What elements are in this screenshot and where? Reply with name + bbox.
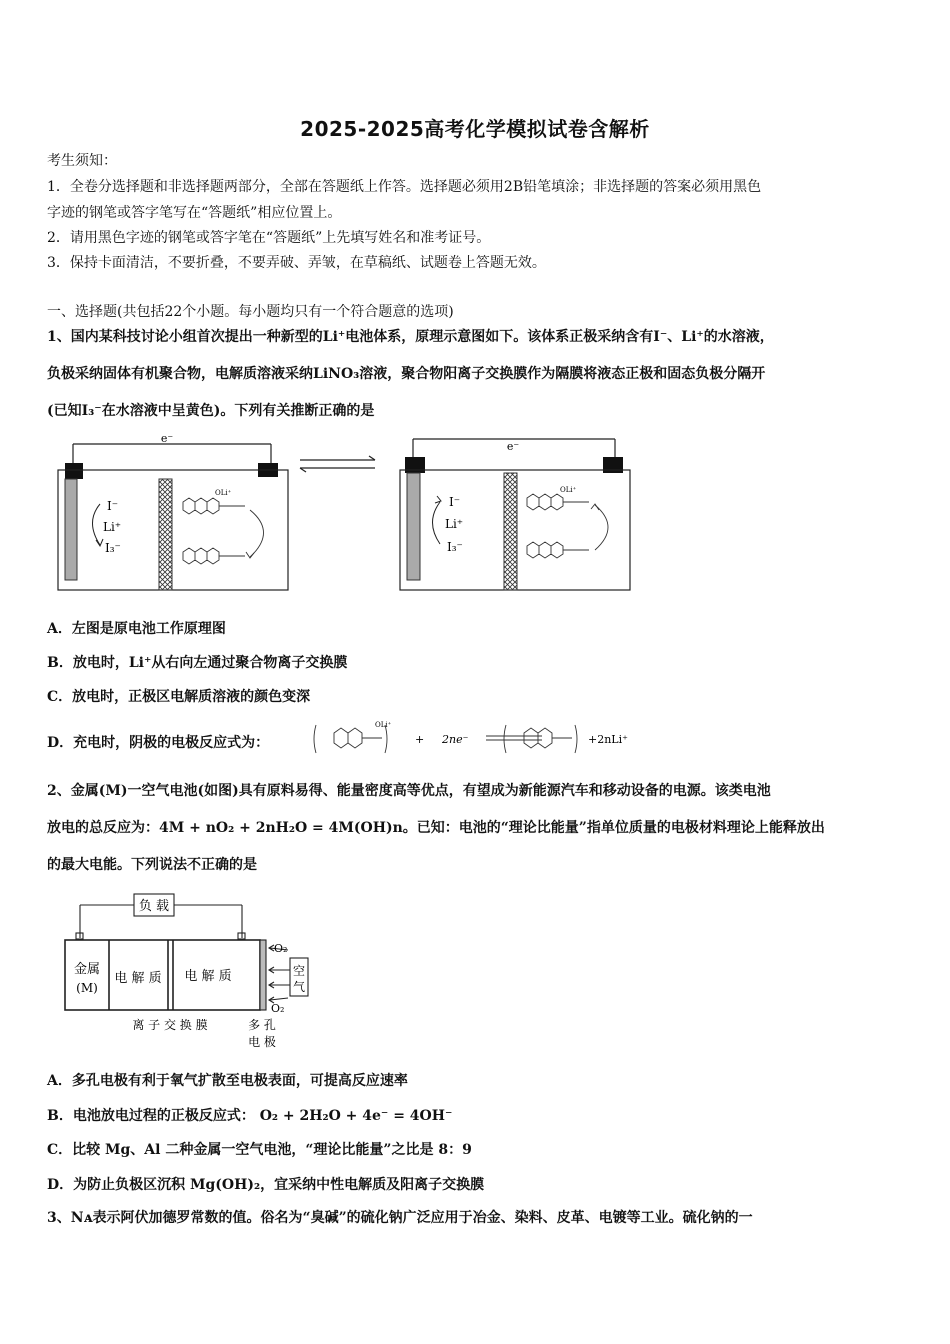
q2-battery-figure [60, 888, 320, 1053]
oli-label: OLi⁺ [375, 721, 392, 729]
ion-label: I⁻ [449, 495, 461, 509]
air-label: 空 [292, 964, 306, 978]
q2-stem-line: 2、金属(M)一空气电池(如图)具有原料易得、能量密度高等优点，有望成为新能源汽车和移动设备的电源。该类电池 [47, 783, 771, 799]
right-cell [400, 439, 630, 590]
electrolyte-label: 电 解 质 [184, 969, 232, 984]
q1-stem-line: 1、国内某科技讨论小组首次提出一种新型的Li⁺电池体系，原理示意图如下。该体系正极采纳含有I⁻、Li⁺的水溶液， [47, 329, 774, 345]
q2-option-b: B．电池放电过程的正极反应式： O₂ + 2H₂O + 4e⁻ = 4OH⁻ [47, 1108, 453, 1124]
ion-label: I₃⁻ [105, 541, 121, 555]
reaction-arrows [300, 456, 375, 472]
notice-heading: 考生须知： [47, 153, 117, 169]
q1-option-a: A．左图是原电池工作原理图 [47, 621, 226, 637]
electron-label: e⁻ [160, 432, 174, 445]
ion-label: Li⁺ [103, 520, 122, 534]
notice-item: 字迹的钢笔或答字笔写在“答题纸”相应位置上。 [47, 205, 342, 221]
oli-label: OLi⁺ [215, 489, 232, 497]
q1-option-c: C．放电时，正极区电解质溶液的颜色变深 [47, 689, 311, 705]
notice-item: 2．请用黑色字迹的钢笔或答字笔在“答题纸”上先填写姓名和准考证号。 [47, 230, 491, 246]
q1-stem-line: (已知I₃⁻在水溶液中呈黄色)。下列有关推断正确的是 [47, 403, 375, 419]
equation-plus: + [415, 733, 425, 746]
oli-label: OLi⁺ [560, 486, 577, 494]
q2-option-c: C．比较 Mg、Al 二种金属一空气电池，“理论比能量”之比是 8：9 [47, 1142, 472, 1158]
q2-stem-line: 的最大电能。下列说法不正确的是 [47, 857, 257, 873]
electron-label: e⁻ [506, 440, 520, 453]
notice-item: 1．全卷分选择题和非选择题两部分，全部在答题纸上作答。选择题必须用2B铅笔填涂；非选择题的答案必须用黑色 [47, 179, 762, 195]
q2-option-a: A．多孔电极有利于氧气扩散至电极表面，可提高反应速率 [47, 1073, 408, 1089]
section-heading: 一、选择题(共包括22个小题。每小题均只有一个符合题意的选项) [47, 304, 454, 320]
q2-option-d: D．为防止负极区沉积 Mg(OH)₂，宜采纳中性电解质及阳离子交换膜 [47, 1177, 485, 1193]
porous-electrode-label: 电 极 [248, 1035, 276, 1049]
metal-label: (M) [76, 981, 98, 995]
q1-option-b: B．放电时，Li⁺从右向左通过聚合物离子交换膜 [47, 655, 348, 671]
page-title: 2025-2025高考化学模拟试卷含解析 [300, 117, 650, 141]
membrane-label: 离 子 交 换 膜 [132, 1018, 208, 1032]
porous-electrode-label: 多 孔 [248, 1018, 276, 1032]
o2-label: O₂ [271, 1002, 285, 1015]
air-label: 气 [292, 980, 306, 994]
load-label: 负 载 [138, 899, 170, 914]
left-cell [58, 432, 288, 590]
electrolyte-label: 电 解 质 [114, 971, 162, 986]
notice-item: 3．保持卡面清洁，不要折叠，不要弄破、弄皱，在草稿纸、试题卷上答题无效。 [47, 255, 546, 271]
equation-product: +2nLi⁺ [588, 733, 628, 746]
ion-label: I₃⁻ [447, 540, 463, 554]
ion-label: Li⁺ [445, 517, 464, 531]
q1-stem-line: 负极采纳固体有机聚合物，电解质溶液采纳LiNO₃溶液，聚合物阳离子交换膜作为隔膜将液态正极和固态负极分隔开 [47, 366, 766, 382]
q1-option-d: D．充电时，阴极的电极反应式为： [47, 735, 270, 751]
metal-label: 金属 [73, 962, 101, 977]
ion-label: I⁻ [107, 499, 119, 513]
q3-stem-line: 3、Nᴀ表示阿伏加德罗常数的值。俗名为“臭碱”的硫化钠广泛应用于冶金、染料、皮革、电镀等工业。硫化钠的一 [47, 1210, 753, 1226]
q1-battery-figure [55, 432, 645, 602]
o2-label: O₂ [274, 942, 288, 955]
q1-d-equation [310, 715, 660, 763]
equation-electrons: 2ne⁻ [442, 733, 469, 746]
q2-stem-line: 放电的总反应为：4M + nO₂ + 2nH₂O = 4M(OH)n。已知：电池的“理论比能量”指单位质量的电极材料理论上能释放出 [47, 820, 825, 836]
